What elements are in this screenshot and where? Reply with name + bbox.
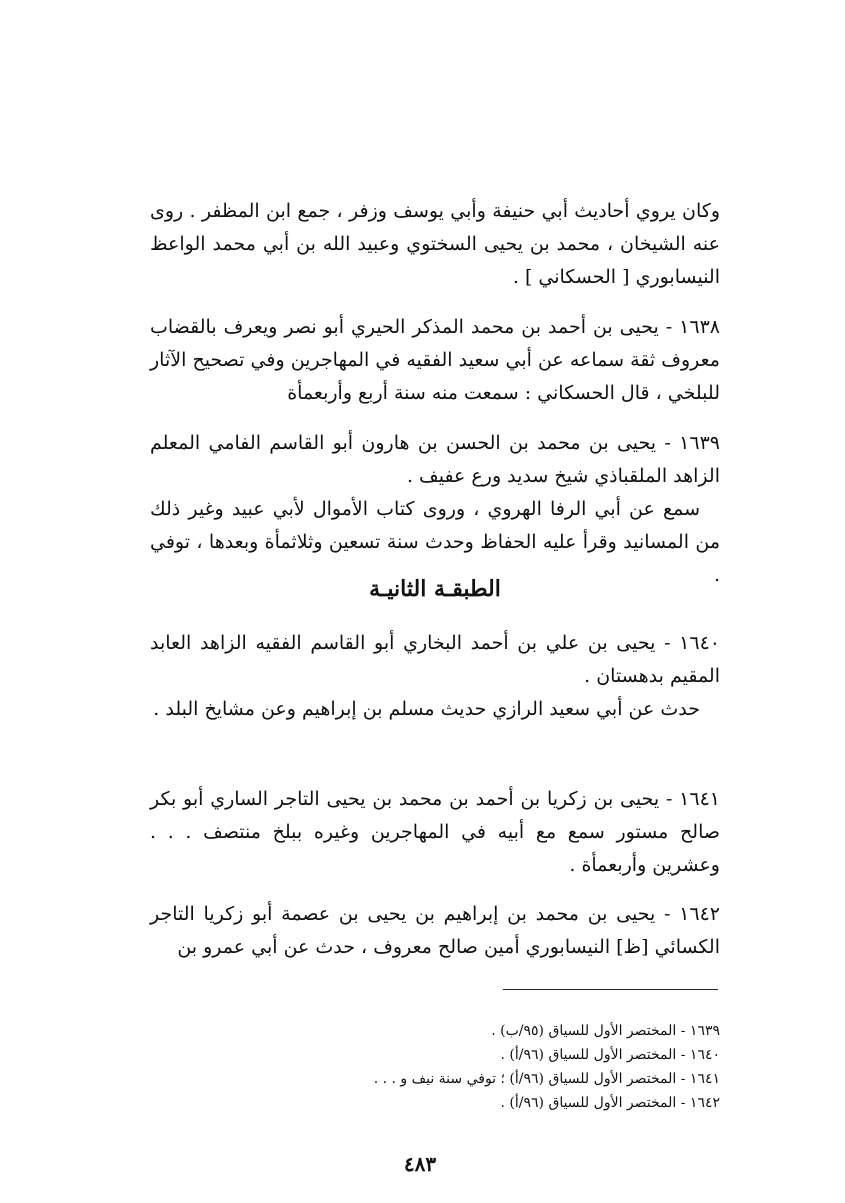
entry-text: ١٦٣٨ - يحيى بن أحمد بن محمد المذكر الحيري أبو نصر ويعرف بالقضاب معروف ثقة سماعه عن أبي سعيد الفقيه في المهاجرين وفي تصحيح الآثار للبلخي ، قال الحسكاني : سمعت منه سنة أربع وأربعمأة [150, 316, 720, 404]
entry-1642 [150, 898, 720, 964]
footnote-1640: ١٦٤٠ - المختصر الأول للسياق (٩٦/أ) . [500, 1047, 720, 1063]
footnote-1641: ١٦٤١ - المختصر الأول للسياق (٩٦/أ) ؛ توفي سنة نيف و . . . [373, 1071, 720, 1087]
section-heading: الطبقـة الثانيـة [369, 576, 501, 602]
entry-continuation: حدث عن أبي سعيد الرازي حديث مسلم بن إبراهيم وعن مشايخ البلد . [153, 698, 700, 720]
entry-text: ١٦٤٠ - يحيى بن علي بن أحمد البخاري أبو القاسم الفقيه الزاهد العابد المقيم بدهستان . [150, 632, 720, 687]
entry-text: ١٦٤١ - يحيى بن زكريا بن أحمد بن محمد بن يحيى التاجر الساري أبو بكر صالح مستور سمع مع أبيه في المهاجرين وغيره ببلخ منتصف . . . وعشرين وأربعمأة . [150, 788, 720, 876]
entry-continuation: سمع عن أبي الرفا الهروي ، وروى كتاب الأموال لأبي عبيد وغير ذلك من المسانيد وقرأ عليه الحفاظ وحدث سنة تسعين وثلاثمأة وبعدها ، توفي . [150, 498, 720, 586]
footnote-divider [503, 989, 718, 990]
entry-1640 [150, 627, 720, 726]
footnote-1642: ١٦٤٢ - المختصر الأول للسياق (٩٦/أ) . [500, 1095, 720, 1111]
intro-text: وكان يروي أحاديث أبي حنيفة وأبي يوسف وزفر ، جمع ابن المظفر . روى عنه الشيخان ، محمد بن يحيى السختوي وعبيد الله بن أبي محمد الواعظ النيسابوري [ الحسكاني ] . [150, 200, 720, 288]
intro-paragraph [150, 195, 720, 294]
entry-1641 [150, 783, 720, 882]
entry-1639 [150, 427, 720, 592]
footnote-1639: ١٦٣٩ - المختصر الأول للسياق (٩٥/ب) . [491, 1023, 720, 1039]
entry-text: ١٦٤٢ - يحيى بن محمد بن إبراهيم بن يحيى بن عصمة أبو زكريا التاجر الكسائي [ظ] النيسابوري أمين صالح معروف ، حدث عن أبي عمرو بن [150, 903, 720, 958]
page-number: ٤٨٣ [403, 1152, 437, 1176]
entry-1638 [150, 311, 720, 410]
entry-text: ١٦٣٩ - يحيى بن محمد بن الحسن بن هارون أبو القاسم الفامي المعلم الزاهد الملقباذي شيخ سديد ورع عفيف . [150, 432, 720, 487]
footnotes [300, 1019, 720, 1115]
